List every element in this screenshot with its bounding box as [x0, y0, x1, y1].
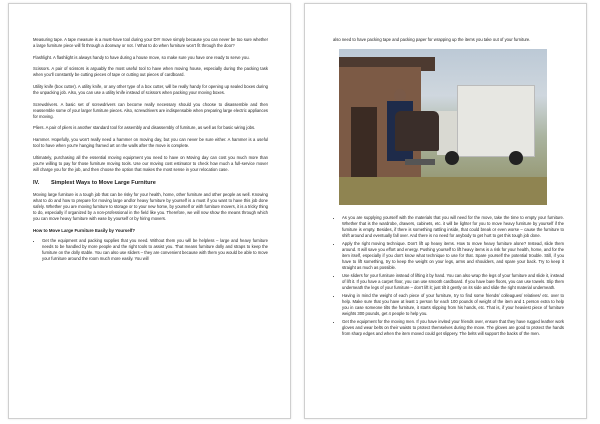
- paragraph-ultimately: Ultimately, purchasing all the essential moving equipment you need to have on Moving day can cost you much more than you're willing to pay for those furniture moving tools. Use our moving cost estimator to check how much a full-service mover will charge you for the job, and then choose the option that makes the most sense in your relocation case.: [33, 154, 268, 172]
- section-heading: [33, 180, 268, 186]
- paragraph-screwdrivers: Screwdrivers. A basic set of screwdrivers can become really necessary should you choose to disassemble and then reassemble some of your larger furniture pieces. Also, screwdrivers are indispensable when preparing large electric appliances for moving.: [33, 101, 268, 119]
- moving-truck: [457, 85, 535, 157]
- list-item: • As you are supplying yourself with the materials that you will need for the move, take the time to empty your furniture. Whether that is the wardrobe, drawers, cabinets, etc. it will be lighter for you to move heavy furniture by yourself if the furniture is empty. Besides, if there is something rattling inside, that could break or even worse – cause the furniture to shift around and eventually fall over. And there is no need for anybody to get hurt to get this tough job done.: [342, 215, 564, 239]
- section-title: Simplest Ways to Move Large Furniture: [51, 180, 156, 186]
- paragraph-flashlight: Flashlight. A flashlight is always handy to have during a house move, so make sure you have one ready to serve you.: [33, 54, 250, 60]
- paragraph-hammer: Hammer. Hopefully, you won't really need a hammer on moving day, but you can never be sure either. A hammer is a useful tool to have when you're hanging framed art on the walls after the move is complete.: [33, 137, 268, 149]
- paragraph-scissors: Scissors. A pair of scissors is arguably the most useful tool to have when moving house, especially during the packing task when you'll constantly be cutting pieces of tape or cutting out pieces of cardboard.: [33, 66, 268, 78]
- paragraph-measuring-tape: Measuring tape. A tape measure is a must-have tool during your DIY move simply because you can never be too sure whether a large furniture piece will fit through a doorway or not. / What to do when furniture won't fit through the door?: [33, 37, 268, 49]
- subheading: How to Move Large Furniture Easily by Yourself?: [33, 227, 136, 233]
- moving-photo: [339, 49, 547, 205]
- left-bullet-list: [33, 238, 268, 262]
- list-item: • Get the equipment and packing supplies that you need. Without them you will be helpless – large and heavy furniture needs to be handled by more people and the right tools to assist you. That means furniture dolly and straps to keep the furniture on the dolly stable. You can also use sliders – they are convenient because with them you would be able to move your furniture around the room much more easily. You will: [42, 238, 268, 262]
- section-number: IV.: [33, 180, 40, 186]
- dolly: [405, 159, 435, 165]
- house-door: [351, 107, 377, 187]
- left-document-page: [8, 3, 291, 419]
- right-page-content: [305, 4, 586, 337]
- continued-text: also need to have packing tape and packing paper for wrapping up the items you take out of your furniture.: [333, 37, 531, 42]
- list-item: • Apply the right moving technique. Don't lift up heavy items. How to move heavy furniture alone? Instead, slide them around. It will save you effort and energy. Pushing yourself to lift heavy items is a risk for your health, home, and for the item itself, especially if you don't know what technique to use for that. Spare yourself the potential trouble. Still, if you have to lift something, try to keep the weight on your legs, arms and shoulders, and spare your back. Try to keep it straight as much as possible.: [342, 241, 564, 271]
- list-item: • Use sliders for your furniture instead of lifting it by hand. You can also wrap the legs of your furniture and slide it, instead of lift it. If you have a carpet floor, you can use smooth cardboard. If you have bare floors, you can use towels. Slip them underneath the legs of your furniture – don't lift it; just tilt it gently on its side and slide the right material underneath.: [342, 273, 564, 291]
- ground: [339, 177, 547, 205]
- left-page-content: [9, 4, 290, 262]
- paragraph-utility-knife: Utility knife (box cutter). A utility knife, or any other type of a box cutter, will be really handy for opening up sealed boxes during the unpacking job. Also, you can use a utility knife instead of scissors when packing your moving boxes.: [33, 83, 268, 96]
- armchair: [395, 111, 439, 151]
- list-item: • Having in mind the weight of each piece of your furniture, try to find some friends/ colleagues/ relatives/ etc. over to help. Make sure that you have at least 1 person for each 100 pounds of weight of the item and 1 person extra to help you in case someone tilts the furniture, it starts slipping from his hands, etc. That is, if your heaviest piece of furniture weights 300 pounds, get 4 people to help you.: [342, 293, 564, 317]
- right-document-page: [304, 3, 587, 419]
- right-bullet-list: [333, 215, 564, 337]
- list-item: • Get the equipment for the moving men. If you have invited your friends over, ensure that they have rugged leather work gloves and wear belts on their waists to protect themselves during the move. The gloves are good to protect the hands from sharp edges and when the item moved could get slippery. The belts will support the backs of the men.: [342, 319, 564, 337]
- paragraph-pliers: Pliers. A pair of pliers is another standard tool for assembly and disassembly of furniture, as well as for basic wiring jobs.: [33, 125, 256, 131]
- section-intro-paragraph: Moving large furniture is a tough job that can be risky for your health, home, other furniture and other people as well. Knowing what to do and how to prepare for moving large and/or heavy furniture by yourself is a must if you want to have this job done safely. Whether you are moving furniture to storage or to your new home, by yourself or with furniture movers, it is a tricky thing to do, especially if organized by a non-professional in the field like you. Therefore, we will now show the means through which you can move heavy furniture with ease by yourself or by hiring movers.: [33, 192, 268, 222]
- truck-wheel: [509, 151, 523, 165]
- truck-wheel: [445, 151, 459, 165]
